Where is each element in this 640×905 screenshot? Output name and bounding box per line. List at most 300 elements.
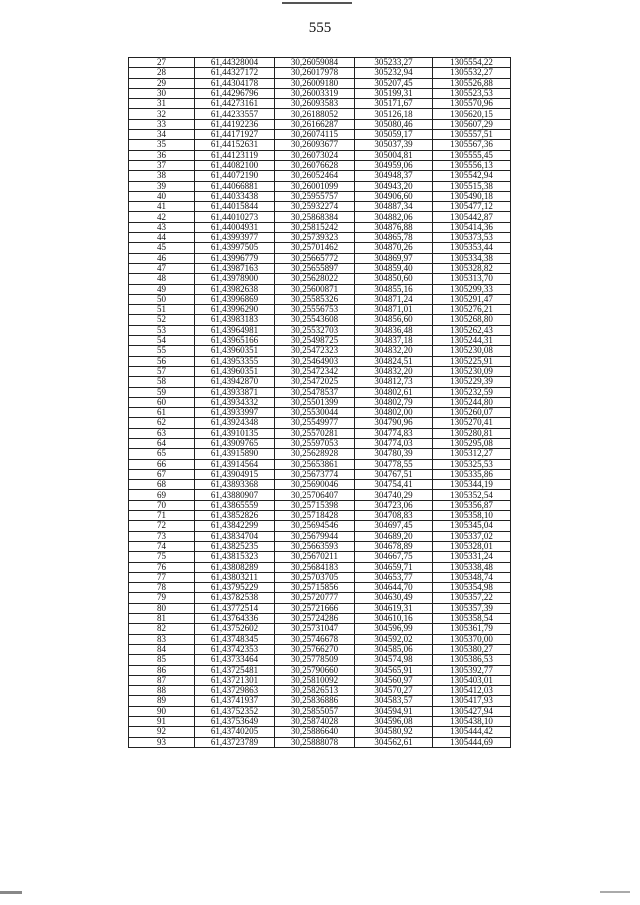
cell-point-number: 55 — [129, 346, 195, 356]
cell-latitude: 61,43723789 — [195, 737, 275, 747]
cell-latitude: 61,44082100 — [195, 160, 275, 170]
table-row — [129, 171, 511, 181]
cell-latitude: 61,43933997 — [195, 408, 275, 418]
cell-latitude: 61,43721301 — [195, 675, 275, 685]
cell-coord-x: 304778,55 — [355, 459, 433, 469]
cell-latitude: 61,44066881 — [195, 181, 275, 191]
cell-coord-x: 304856,60 — [355, 315, 433, 325]
cell-longitude: 30,25464903 — [275, 356, 355, 366]
cell-coord-y: 1305567,36 — [433, 140, 511, 150]
cell-latitude: 61,43808289 — [195, 562, 275, 572]
cell-coord-y: 1305276,21 — [433, 305, 511, 315]
cell-coord-x: 304802,61 — [355, 387, 433, 397]
cell-latitude: 61,43825235 — [195, 541, 275, 551]
cell-longitude: 30,25498725 — [275, 336, 355, 346]
cell-longitude: 30,25655897 — [275, 263, 355, 273]
table-row — [129, 377, 511, 387]
cell-point-number: 52 — [129, 315, 195, 325]
cell-point-number: 80 — [129, 603, 195, 613]
table-row — [129, 68, 511, 78]
cell-longitude: 30,25501399 — [275, 397, 355, 407]
table-row — [129, 521, 511, 531]
cell-coord-y: 1305230,09 — [433, 366, 511, 376]
cell-longitude: 30,25628928 — [275, 449, 355, 459]
cell-coord-x: 304832,20 — [355, 346, 433, 356]
cell-coord-x: 304802,00 — [355, 408, 433, 418]
cell-point-number: 45 — [129, 243, 195, 253]
cell-coord-y: 1305417,93 — [433, 696, 511, 706]
cell-point-number: 51 — [129, 305, 195, 315]
cell-longitude: 30,26076628 — [275, 160, 355, 170]
cell-point-number: 59 — [129, 387, 195, 397]
cell-coord-x: 304837,18 — [355, 336, 433, 346]
cell-coord-y: 1305386,53 — [433, 655, 511, 665]
cell-point-number: 36 — [129, 150, 195, 160]
table-row — [129, 572, 511, 582]
cell-coord-y: 1305442,87 — [433, 212, 511, 222]
cell-coord-x: 304887,34 — [355, 202, 433, 212]
table-row — [129, 428, 511, 438]
cell-point-number: 93 — [129, 737, 195, 747]
cell-latitude: 61,43978900 — [195, 274, 275, 284]
cell-latitude: 61,43752602 — [195, 624, 275, 634]
table-row — [129, 366, 511, 376]
cell-point-number: 48 — [129, 274, 195, 284]
table-row — [129, 78, 511, 88]
cell-coord-y: 1305490,18 — [433, 191, 511, 201]
cell-longitude: 30,25532703 — [275, 325, 355, 335]
cell-longitude: 30,25549977 — [275, 418, 355, 428]
cell-latitude: 61,43909765 — [195, 438, 275, 448]
cell-point-number: 28 — [129, 68, 195, 78]
cell-coord-x: 305037,39 — [355, 140, 433, 150]
cell-point-number: 73 — [129, 531, 195, 541]
cell-longitude: 30,25684183 — [275, 562, 355, 572]
cell-longitude: 30,25530044 — [275, 408, 355, 418]
cell-coord-x: 304855,16 — [355, 284, 433, 294]
table-row — [129, 583, 511, 593]
cell-latitude: 61,43914564 — [195, 459, 275, 469]
cell-coord-x: 305171,67 — [355, 99, 433, 109]
cell-latitude: 61,43996869 — [195, 294, 275, 304]
cell-coord-x: 304959,06 — [355, 160, 433, 170]
cell-point-number: 47 — [129, 263, 195, 273]
cell-longitude: 30,25570281 — [275, 428, 355, 438]
cell-latitude: 61,43997505 — [195, 243, 275, 253]
cell-longitude: 30,26052464 — [275, 171, 355, 181]
cell-latitude: 61,43924348 — [195, 418, 275, 428]
cell-coord-y: 1305532,27 — [433, 68, 511, 78]
cell-coord-x: 304871,24 — [355, 294, 433, 304]
cell-latitude: 61,43741937 — [195, 696, 275, 706]
cell-coord-x: 304596,08 — [355, 717, 433, 727]
table-row — [129, 130, 511, 140]
cell-point-number: 79 — [129, 593, 195, 603]
cell-coord-x: 304812,73 — [355, 377, 433, 387]
cell-coord-y: 1305344,19 — [433, 480, 511, 490]
cell-latitude: 61,44004931 — [195, 222, 275, 232]
table-row — [129, 469, 511, 479]
cell-coord-y: 1305299,33 — [433, 284, 511, 294]
cell-point-number: 68 — [129, 480, 195, 490]
cell-point-number: 58 — [129, 377, 195, 387]
cell-latitude: 61,43752352 — [195, 706, 275, 716]
cell-longitude: 30,25766270 — [275, 644, 355, 654]
cell-latitude: 61,43996290 — [195, 305, 275, 315]
cell-coord-y: 1305280,81 — [433, 428, 511, 438]
top-rule — [282, 2, 352, 4]
cell-longitude: 30,25715398 — [275, 500, 355, 510]
table-row — [129, 531, 511, 541]
cell-coord-y: 1305260,07 — [433, 408, 511, 418]
cell-latitude: 61,44296796 — [195, 88, 275, 98]
cell-longitude: 30,25874028 — [275, 717, 355, 727]
table-row — [129, 603, 511, 613]
cell-coord-y: 1305229,39 — [433, 377, 511, 387]
cell-longitude: 30,25778509 — [275, 655, 355, 665]
cell-coord-y: 1305312,27 — [433, 449, 511, 459]
cell-point-number: 40 — [129, 191, 195, 201]
cell-point-number: 43 — [129, 222, 195, 232]
table-row — [129, 253, 511, 263]
cell-coord-y: 1305370,00 — [433, 634, 511, 644]
cell-longitude: 30,26017978 — [275, 68, 355, 78]
cell-latitude: 61,43987163 — [195, 263, 275, 273]
cell-longitude: 30,25826513 — [275, 686, 355, 696]
table-row — [129, 284, 511, 294]
cell-latitude: 61,43910135 — [195, 428, 275, 438]
cell-point-number: 60 — [129, 397, 195, 407]
cell-point-number: 74 — [129, 541, 195, 551]
cell-latitude: 61,44192236 — [195, 119, 275, 129]
cell-latitude: 61,43782538 — [195, 593, 275, 603]
cell-coord-y: 1305515,38 — [433, 181, 511, 191]
cell-coord-y: 1305414,36 — [433, 222, 511, 232]
cell-point-number: 54 — [129, 336, 195, 346]
cell-longitude: 30,25715856 — [275, 583, 355, 593]
cell-coord-x: 304836,48 — [355, 325, 433, 335]
coordinates-table-body — [129, 58, 511, 748]
cell-coord-x: 304644,70 — [355, 583, 433, 593]
cell-longitude: 30,25706407 — [275, 490, 355, 500]
cell-point-number: 87 — [129, 675, 195, 685]
cell-longitude: 30,25478537 — [275, 387, 355, 397]
cell-longitude: 30,25703705 — [275, 572, 355, 582]
cell-coord-y: 1305444,42 — [433, 727, 511, 737]
cell-point-number: 61 — [129, 408, 195, 418]
cell-coord-y: 1305331,24 — [433, 552, 511, 562]
cell-latitude: 61,44304178 — [195, 78, 275, 88]
cell-latitude: 61,43942870 — [195, 377, 275, 387]
cell-longitude: 30,26166287 — [275, 119, 355, 129]
table-row — [129, 150, 511, 160]
coordinates-table — [128, 57, 511, 748]
cell-coord-y: 1305295,08 — [433, 438, 511, 448]
cell-coord-x: 304754,41 — [355, 480, 433, 490]
table-row — [129, 665, 511, 675]
cell-point-number: 37 — [129, 160, 195, 170]
table-row — [129, 99, 511, 109]
cell-coord-y: 1305328,01 — [433, 541, 511, 551]
cell-coord-x: 305080,46 — [355, 119, 433, 129]
cell-point-number: 88 — [129, 686, 195, 696]
cell-coord-y: 1305354,98 — [433, 583, 511, 593]
cell-coord-y: 1305338,48 — [433, 562, 511, 572]
table-row — [129, 480, 511, 490]
cell-coord-x: 304948,37 — [355, 171, 433, 181]
cell-coord-x: 304594,91 — [355, 706, 433, 716]
table-row — [129, 243, 511, 253]
cell-point-number: 81 — [129, 614, 195, 624]
cell-coord-y: 1305373,53 — [433, 233, 511, 243]
cell-coord-x: 304574,98 — [355, 655, 433, 665]
table-row — [129, 418, 511, 428]
table-row — [129, 325, 511, 335]
cell-coord-x: 304689,20 — [355, 531, 433, 541]
table-row — [129, 222, 511, 232]
cell-longitude: 30,25543608 — [275, 315, 355, 325]
cell-coord-x: 304708,83 — [355, 511, 433, 521]
cell-coord-y: 1305607,29 — [433, 119, 511, 129]
cell-longitude: 30,25955757 — [275, 191, 355, 201]
cell-coord-y: 1305262,43 — [433, 325, 511, 335]
cell-coord-x: 304871,01 — [355, 305, 433, 315]
cell-latitude: 61,43983183 — [195, 315, 275, 325]
cell-latitude: 61,44233557 — [195, 109, 275, 119]
cell-latitude: 61,43865559 — [195, 500, 275, 510]
cell-longitude: 30,25720777 — [275, 593, 355, 603]
cell-longitude: 30,25721666 — [275, 603, 355, 613]
table-row — [129, 541, 511, 551]
table-row — [129, 644, 511, 654]
cell-coord-y: 1305523,53 — [433, 88, 511, 98]
table-row — [129, 181, 511, 191]
cell-coord-x: 304585,06 — [355, 644, 433, 654]
cell-point-number: 67 — [129, 469, 195, 479]
cell-coord-y: 1305361,79 — [433, 624, 511, 634]
cell-point-number: 71 — [129, 511, 195, 521]
cell-point-number: 33 — [129, 119, 195, 129]
table-row — [129, 562, 511, 572]
cell-coord-x: 304596,99 — [355, 624, 433, 634]
cell-coord-y: 1305557,51 — [433, 130, 511, 140]
cell-coord-x: 304697,45 — [355, 521, 433, 531]
cell-coord-x: 304790,96 — [355, 418, 433, 428]
cell-coord-x: 304774,03 — [355, 438, 433, 448]
cell-latitude: 61,43915890 — [195, 449, 275, 459]
cell-coord-y: 1305225,91 — [433, 356, 511, 366]
cell-coord-x: 304630,49 — [355, 593, 433, 603]
cell-point-number: 90 — [129, 706, 195, 716]
cell-point-number: 63 — [129, 428, 195, 438]
table-row — [129, 655, 511, 665]
table-row — [129, 305, 511, 315]
cell-point-number: 84 — [129, 644, 195, 654]
cell-coord-x: 304882,06 — [355, 212, 433, 222]
cell-coord-y: 1305477,12 — [433, 202, 511, 212]
cell-coord-x: 304865,78 — [355, 233, 433, 243]
cell-coord-x: 305004,81 — [355, 150, 433, 160]
cell-point-number: 35 — [129, 140, 195, 150]
table-row — [129, 614, 511, 624]
cell-longitude: 30,25472025 — [275, 377, 355, 387]
cell-point-number: 42 — [129, 212, 195, 222]
cell-latitude: 61,44010273 — [195, 212, 275, 222]
cell-latitude: 61,43880907 — [195, 490, 275, 500]
table-row — [129, 511, 511, 521]
cell-coord-x: 304565,91 — [355, 665, 433, 675]
cell-point-number: 46 — [129, 253, 195, 263]
cell-longitude: 30,25790660 — [275, 665, 355, 675]
cell-coord-x: 304610,16 — [355, 614, 433, 624]
cell-point-number: 65 — [129, 449, 195, 459]
cell-coord-y: 1305438,10 — [433, 717, 511, 727]
cell-latitude: 61,43753649 — [195, 717, 275, 727]
cell-longitude: 30,25932274 — [275, 202, 355, 212]
cell-longitude: 30,25810092 — [275, 675, 355, 685]
cell-point-number: 78 — [129, 583, 195, 593]
cell-coord-x: 305199,31 — [355, 88, 433, 98]
table-row — [129, 397, 511, 407]
cell-coord-x: 304767,51 — [355, 469, 433, 479]
cell-latitude: 61,43965166 — [195, 336, 275, 346]
cell-coord-x: 304570,27 — [355, 686, 433, 696]
cell-coord-y: 1305352,54 — [433, 490, 511, 500]
cell-point-number: 69 — [129, 490, 195, 500]
cell-longitude: 30,25679944 — [275, 531, 355, 541]
cell-point-number: 82 — [129, 624, 195, 634]
cell-longitude: 30,25718428 — [275, 511, 355, 521]
cell-point-number: 91 — [129, 717, 195, 727]
cell-latitude: 61,43960351 — [195, 346, 275, 356]
cell-coord-y: 1305325,53 — [433, 459, 511, 469]
cell-longitude: 30,25472323 — [275, 346, 355, 356]
cell-longitude: 30,26003319 — [275, 88, 355, 98]
cell-point-number: 41 — [129, 202, 195, 212]
table-row — [129, 336, 511, 346]
cell-longitude: 30,26074115 — [275, 130, 355, 140]
table-row — [129, 490, 511, 500]
cell-longitude: 30,25815242 — [275, 222, 355, 232]
cell-point-number: 39 — [129, 181, 195, 191]
cell-latitude: 61,43815323 — [195, 552, 275, 562]
cell-coord-y: 1305620,15 — [433, 109, 511, 119]
cell-point-number: 85 — [129, 655, 195, 665]
cell-coord-x: 304560,97 — [355, 675, 433, 685]
cell-coord-x: 304824,51 — [355, 356, 433, 366]
cell-longitude: 30,25585326 — [275, 294, 355, 304]
cell-coord-x: 305126,18 — [355, 109, 433, 119]
cell-coord-y: 1305392,77 — [433, 665, 511, 675]
table-row — [129, 191, 511, 201]
cell-coord-x: 304580,92 — [355, 727, 433, 737]
cell-coord-y: 1305357,39 — [433, 603, 511, 613]
table-row — [129, 88, 511, 98]
cell-coord-x: 305232,94 — [355, 68, 433, 78]
cell-latitude: 61,43904915 — [195, 469, 275, 479]
cell-longitude: 30,26059084 — [275, 58, 355, 68]
cell-coord-x: 304859,40 — [355, 263, 433, 273]
cell-point-number: 30 — [129, 88, 195, 98]
cell-longitude: 30,25739323 — [275, 233, 355, 243]
cell-point-number: 64 — [129, 438, 195, 448]
cell-coord-y: 1305335,86 — [433, 469, 511, 479]
cell-latitude: 61,43764336 — [195, 614, 275, 624]
table-row — [129, 500, 511, 510]
cell-latitude: 61,43733464 — [195, 655, 275, 665]
cell-coord-y: 1305268,80 — [433, 315, 511, 325]
cell-longitude: 30,25694546 — [275, 521, 355, 531]
cell-coord-y: 1305554,22 — [433, 58, 511, 68]
cell-latitude: 61,44327172 — [195, 68, 275, 78]
cell-longitude: 30,26188052 — [275, 109, 355, 119]
table-row — [129, 356, 511, 366]
cell-coord-y: 1305403,01 — [433, 675, 511, 685]
cell-latitude: 61,44033438 — [195, 191, 275, 201]
cell-coord-x: 304562,61 — [355, 737, 433, 747]
table-row — [129, 58, 511, 68]
table-row — [129, 624, 511, 634]
cell-coord-x: 304678,89 — [355, 541, 433, 551]
cell-latitude: 61,43953355 — [195, 356, 275, 366]
table-row — [129, 675, 511, 685]
cell-coord-y: 1305244,31 — [433, 336, 511, 346]
cell-coord-x: 304619,31 — [355, 603, 433, 613]
cell-point-number: 32 — [129, 109, 195, 119]
cell-coord-y: 1305357,22 — [433, 593, 511, 603]
table-row — [129, 449, 511, 459]
cell-latitude: 61,43982638 — [195, 284, 275, 294]
cell-coord-y: 1305328,82 — [433, 263, 511, 273]
cell-coord-y: 1305555,45 — [433, 150, 511, 160]
table-row — [129, 160, 511, 170]
table-row — [129, 686, 511, 696]
cell-point-number: 49 — [129, 284, 195, 294]
cell-coord-x: 304723,06 — [355, 500, 433, 510]
cell-point-number: 83 — [129, 634, 195, 644]
cell-point-number: 34 — [129, 130, 195, 140]
cell-coord-x: 304876,88 — [355, 222, 433, 232]
cell-point-number: 75 — [129, 552, 195, 562]
cell-point-number: 70 — [129, 500, 195, 510]
table-row — [129, 706, 511, 716]
cell-longitude: 30,25673774 — [275, 469, 355, 479]
cell-point-number: 86 — [129, 665, 195, 675]
cell-latitude: 61,44328004 — [195, 58, 275, 68]
scan-mark — [0, 891, 22, 894]
cell-point-number: 50 — [129, 294, 195, 304]
cell-latitude: 61,43993977 — [195, 233, 275, 243]
cell-longitude: 30,26073024 — [275, 150, 355, 160]
cell-point-number: 29 — [129, 78, 195, 88]
cell-longitude: 30,25653861 — [275, 459, 355, 469]
cell-coord-y: 1305232,59 — [433, 387, 511, 397]
cell-longitude: 30,25855057 — [275, 706, 355, 716]
cell-coord-y: 1305526,88 — [433, 78, 511, 88]
cell-longitude: 30,25663593 — [275, 541, 355, 551]
table-row — [129, 294, 511, 304]
table-row — [129, 459, 511, 469]
cell-longitude: 30,26093583 — [275, 99, 355, 109]
cell-point-number: 38 — [129, 171, 195, 181]
cell-longitude: 30,26093677 — [275, 140, 355, 150]
table-row — [129, 263, 511, 273]
cell-longitude: 30,26001099 — [275, 181, 355, 191]
cell-latitude: 61,43964981 — [195, 325, 275, 335]
cell-coord-x: 304667,75 — [355, 552, 433, 562]
cell-point-number: 31 — [129, 99, 195, 109]
cell-latitude: 61,44152631 — [195, 140, 275, 150]
